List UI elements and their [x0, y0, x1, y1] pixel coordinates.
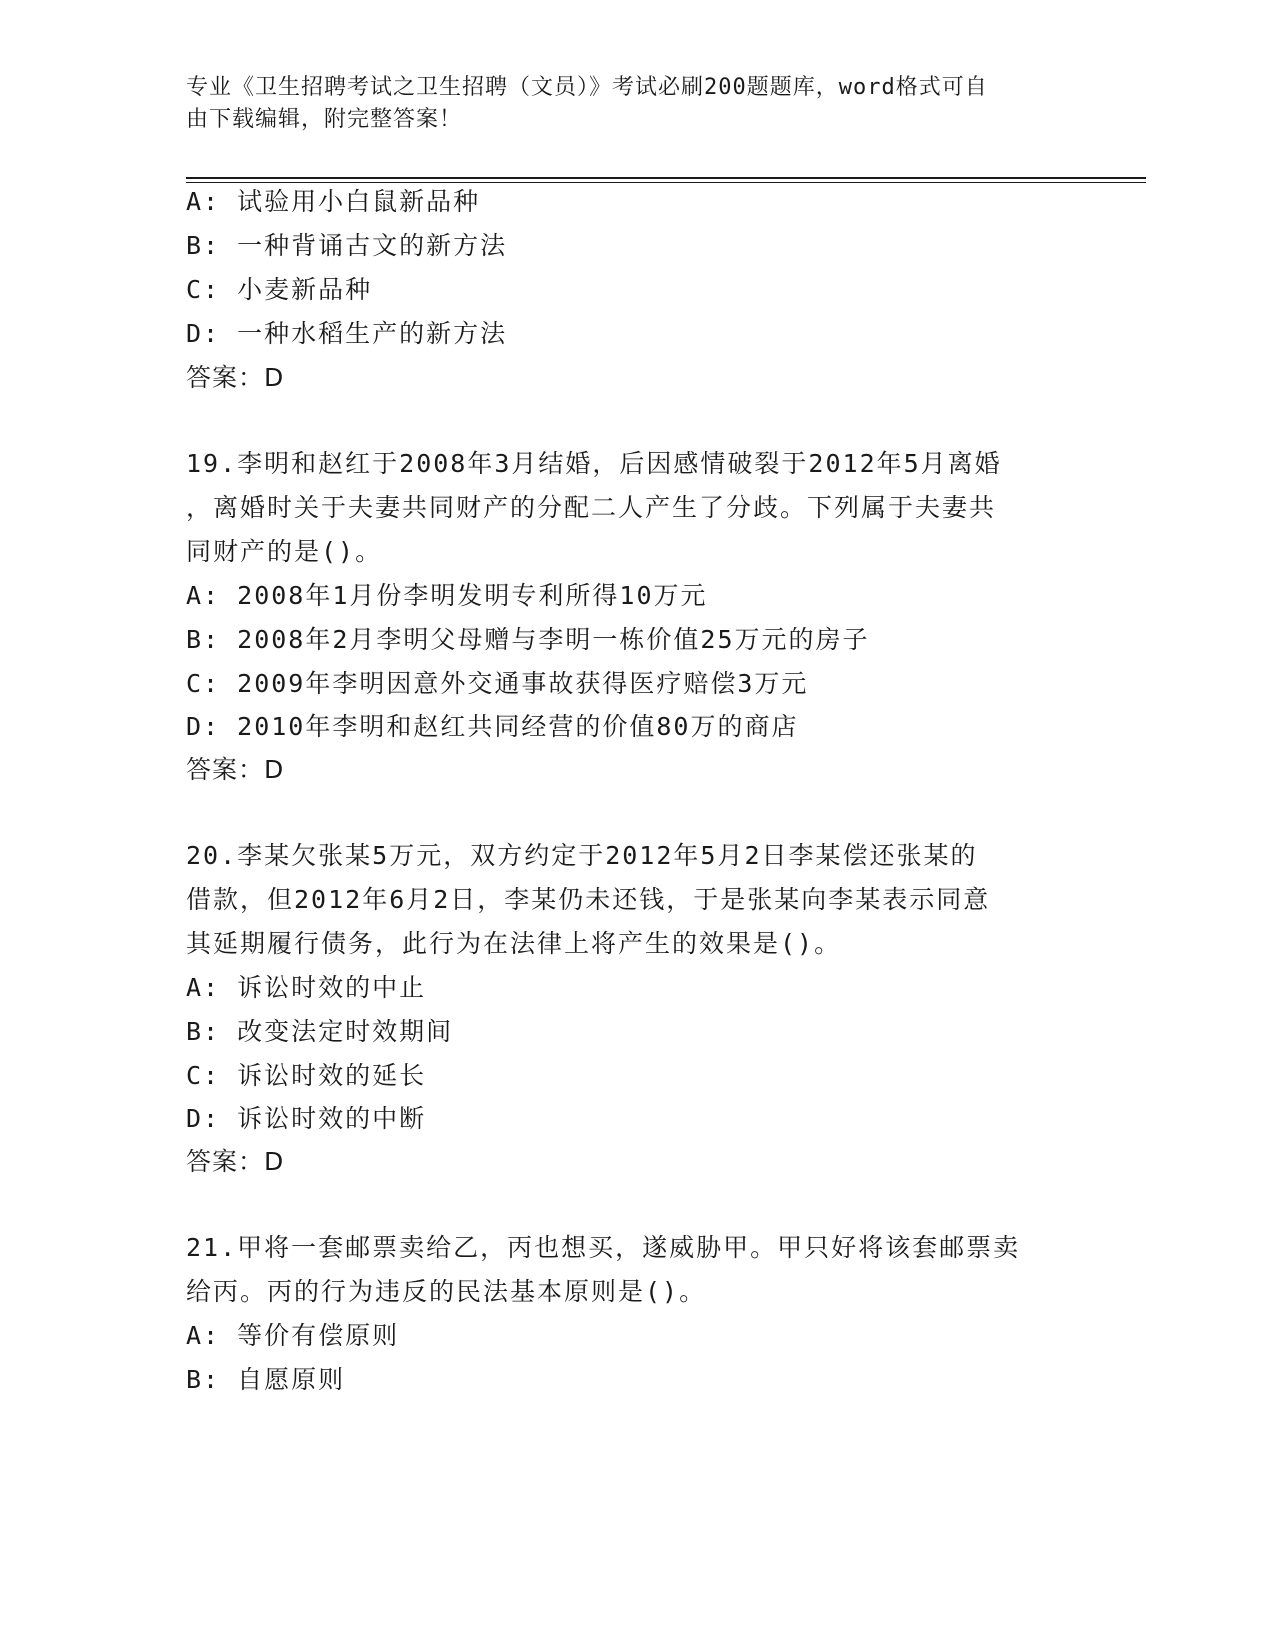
question-text-line: ，离婚时关于夫妻共同财产的分配二人产生了分歧。下列属于夫妻共 [186, 493, 997, 522]
option-d: D: 一种水稻生产的新方法 [186, 319, 508, 348]
answer: 答案：D [186, 363, 285, 392]
option-c: C: 小麦新品种 [186, 275, 373, 304]
option-b: B: 一种背诵古文的新方法 [186, 231, 508, 260]
question-text-line: 20.李某欠张某5万元，双方约定于2012年5月2日李某偿还张某的 [186, 841, 978, 870]
option-a: A: 等价有偿原则 [186, 1321, 400, 1350]
answer: 答案：D [186, 755, 285, 784]
option-d: D: 2010年李明和赵红共同经营的价值80万的商店 [186, 712, 799, 741]
question-text-line: 其延期履行债务，此行为在法律上将产生的效果是()。 [186, 929, 842, 958]
option-c: C: 2009年李明因意外交通事故获得医疗赔偿3万元 [186, 669, 809, 698]
option-b: B: 改变法定时效期间 [186, 1017, 454, 1046]
option-a: A: 2008年1月份李明发明专利所得10万元 [186, 581, 708, 610]
document-title [186, 72, 1056, 136]
question-text-line: 借款，但2012年6月2日，李某仍未还钱，于是张某向李某表示同意 [186, 885, 991, 914]
question-text-line: 同财产的是()。 [186, 537, 383, 566]
question-text-line: 给丙。丙的行为违反的民法基本原则是()。 [186, 1277, 707, 1306]
question-text-line: 19.李明和赵红于2008年3月结婚，后因感情破裂于2012年5月离婚 [186, 449, 1002, 478]
document-title-line-1: 专业《卫生招聘考试之卫生招聘（文员）》考试必刷200题题库，word格式可自 [186, 75, 988, 100]
document-title-line-2: 由下载编辑，附完整答案！ [186, 107, 463, 132]
question-text-line: 21.甲将一套邮票卖给乙，丙也想买，遂威胁甲。甲只好将该套邮票卖 [186, 1233, 1021, 1262]
option-a: A: 诉讼时效的中止 [186, 973, 427, 1002]
option-d: D: 诉讼时效的中断 [186, 1104, 427, 1133]
option-b: B: 自愿原则 [186, 1365, 346, 1394]
option-a: A: 试验用小白鼠新品种 [186, 187, 481, 216]
answer: 答案：D [186, 1147, 285, 1176]
option-c: C: 诉讼时效的延长 [186, 1061, 427, 1090]
option-b: B: 2008年2月李明父母赠与李明一栋价值25万元的房子 [186, 625, 870, 654]
